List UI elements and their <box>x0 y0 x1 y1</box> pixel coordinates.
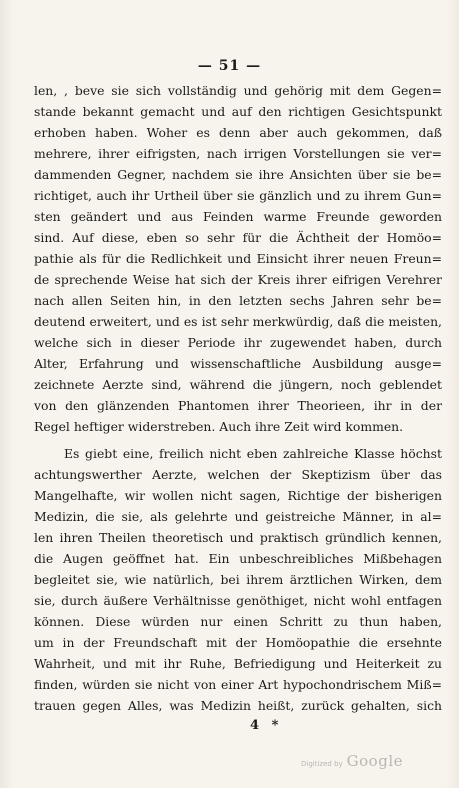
text-line: richtiget, auch ihr Urtheil über sie gänzlich und zu ihrem Gun= <box>34 188 442 203</box>
text-line: mehrere, ihrer eifrigsten, nach irrigen Vorstellungen sie ver= <box>34 146 442 161</box>
google-logo: Google <box>346 752 403 770</box>
text-line: Alter, Erfahrung und wissenschaftliche Ausbildung ausge= <box>34 356 442 371</box>
text-line: achtungswerther Aerzte, welchen der Skeptizism über das <box>34 467 442 482</box>
text-line: len ihren Theilen theoretisch und praktisch gründlich kennen, <box>34 530 442 545</box>
text-line: die Augen geöffnet hat. Ein unbeschreibliches Mißbehagen <box>34 551 442 566</box>
text-line: de sprechende Weise hat sich der Kreis ihrer eifrigen Verehrer <box>34 272 442 287</box>
watermark-prefix: Digitized by <box>301 760 343 768</box>
text-line: zeichnete Aerzte sind, während die jüngern, noch geblendet <box>34 377 442 392</box>
digitized-watermark <box>301 752 403 770</box>
text-line: len, , beve sie sich vollständig und gehörig mit dem Gegen= <box>34 83 442 98</box>
text-line: deutend erweitert, und es ist sehr merkwürdig, daß die meisten, <box>34 314 442 329</box>
text-line: pathie als für die Redlichkeit und Einsicht ihrer neuen Freun= <box>34 251 442 266</box>
text-line: können. Diese würden nur einen Schritt zu thun haben, <box>34 614 442 629</box>
text-line: stande bekannt gemacht und auf den richtigen Gesichtspunkt <box>34 104 442 119</box>
text-line: Regel heftiger widerstreben. Auch ihre Zeit wird kommen. <box>34 419 404 434</box>
page-number-header: — 51 — <box>197 58 262 74</box>
text-line: Medizin, die sie, als gelehrte und geistreiche Männer, in al= <box>34 509 442 524</box>
text-line: finden, würden sie nicht von einer Art hypochondrischem Miß= <box>34 677 442 692</box>
body-text <box>34 80 442 716</box>
text-line: nach allen Seiten hin, in den letzten sechs Jahren sehr be= <box>34 293 442 308</box>
text-line: von den glänzenden Phantomen ihrer Theorieen, ihr in der <box>34 398 442 413</box>
text-line: Es giebt eine, freilich nicht eben zahlreiche Klasse höchst <box>64 446 442 461</box>
text-line: Mangelhafte, wir wollen nicht sagen, Richtige der bisherigen <box>34 488 442 503</box>
text-line: sten geändert und aus Feinden warme Freunde geworden <box>34 209 442 224</box>
signature-mark: 4 * <box>250 718 283 733</box>
text-line: Wahrheit, und mit ihr Ruhe, Befriedigung und Heiterkeit zu <box>34 656 442 671</box>
text-line: um in der Freundschaft mit der Homöopathie die ersehnte <box>34 635 442 650</box>
text-line: trauen gegen Alles, was Medizin heißt, zurück gehalten, sich <box>34 698 442 713</box>
text-line: sie, durch äußere Verhältnisse genöthiget, nicht wohl entfagen <box>34 593 442 608</box>
text-line: sind. Auf diese, eben so sehr für die Ächtheit der Homöo= <box>34 230 442 245</box>
text-line: dammenden Gegner, nachdem sie ihre Ansichten über sie be= <box>34 167 442 182</box>
text-line: erhoben haben. Woher es denn aber auch gekommen, daß <box>34 125 442 140</box>
text-line: begleitet sie, wie natürlich, bei ihrem ärztlichen Wirken, dem <box>34 572 442 587</box>
text-line: welche sich in dieser Periode ihr zugewendet haben, durch <box>34 335 442 350</box>
